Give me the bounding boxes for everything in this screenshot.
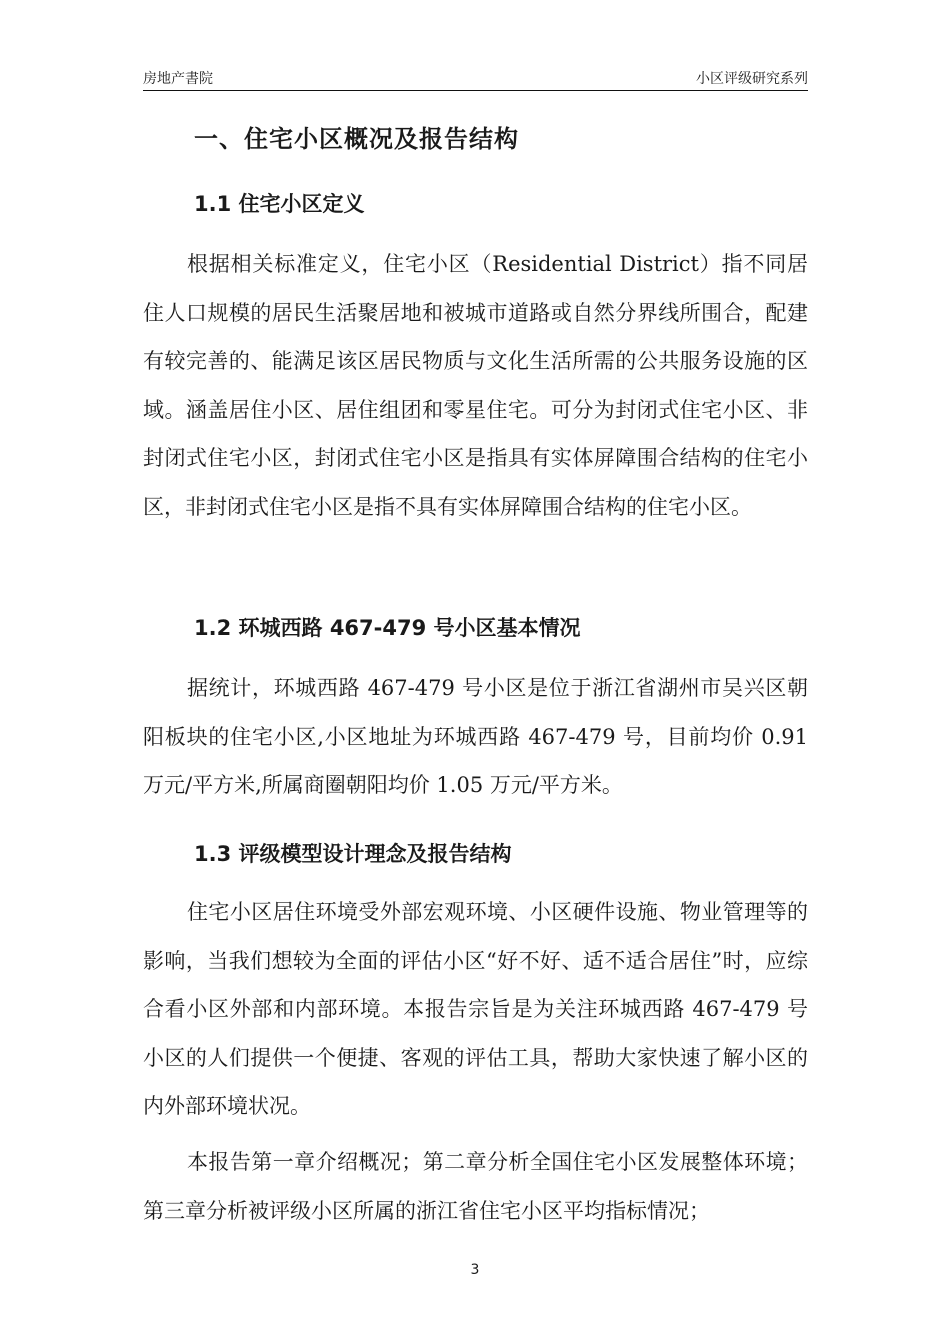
header-series: 小区评级研究系列 [696,71,808,87]
paragraph-definition: 根据相关标准定义，住宅小区（Residential District）指不同居住人口规模的居民生活聚居地和被城市道路或自然分界线所围合，配建有较完善的、能满足该区居民物质与文化生活所需的公共服务设施的区域。涵盖居住小区、居住组团和零星住宅。可分为封闭式住宅小区、非封闭式住宅小区，封闭式住宅小区是指具有实体屏障围合结构的住宅小区，非封闭式住宅小区是指不具有实体屏障围合结构的住宅小区。 [143,252,808,519]
paragraph-basic-info: 据统计，环城西路 467-479 号小区是位于浙江省湖州市吴兴区朝阳板块的住宅小区,小区地址为环城西路 467-479 号，目前均价 0.91 万元/平方米,所属商圈朝阳均价 1.05 万元/平方米。 [143,676,808,797]
page-number: 3 [470,1262,480,1278]
paragraph-report-structure: 本报告第一章介绍概况；第二章分析全国住宅小区发展整体环境；第三章分析被评级小区所属的浙江省住宅小区平均指标情况； [143,1150,808,1223]
paragraph-model-concept: 住宅小区居住环境受外部宏观环境、小区硬件设施、物业管理等的影响，当我们想较为全面的评估小区“好不好、适不适合居住”时，应综合看小区外部和内部环境。本报告宗旨是为关注环城西路 467-479 号小区的人们提供一个便捷、客观的评估工具，帮助大家快速了解小区的内外部环境状况。 [143,900,808,1118]
section-title-1-1: 1.1 住宅小区定义 [194,192,365,216]
section-title-1-2: 1.2 环城西路 467-479 号小区基本情况 [194,616,581,640]
section-title-1-3: 1.3 评级模型设计理念及报告结构 [194,842,512,866]
chapter-title: 一、住宅小区概况及报告结构 [194,125,519,153]
page-header [143,66,808,91]
header-publisher: 房地产書院 [143,71,213,87]
